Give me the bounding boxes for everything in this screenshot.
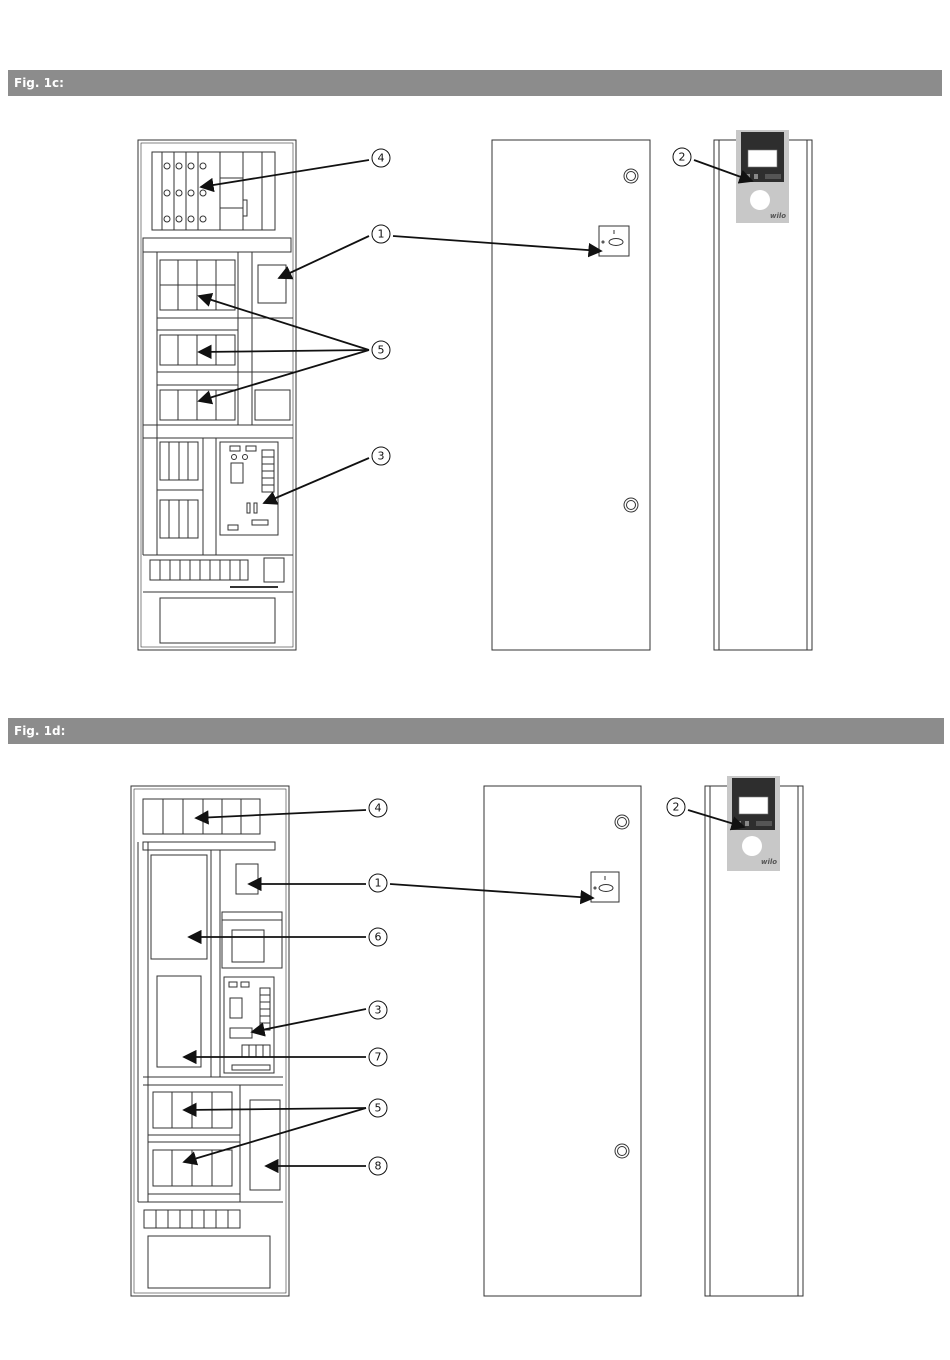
callout-2: [667, 798, 685, 816]
closed-cabinet-door: [484, 786, 641, 1296]
callout-3: [372, 447, 390, 465]
control-panel-icon: [736, 130, 789, 223]
callout-label: 1: [374, 876, 382, 890]
closed-cabinet-door: [492, 140, 650, 650]
callout-1: [369, 874, 387, 892]
callout-label: 3: [377, 449, 385, 463]
callout-label: 5: [377, 343, 385, 357]
figure-title-1c: Fig. 1c:: [8, 70, 942, 96]
callout-7: [369, 1048, 387, 1066]
callout-label: 3: [374, 1003, 382, 1017]
callout-5: [372, 341, 390, 359]
brand-label: wilo: [770, 212, 787, 220]
callout-3: [369, 1001, 387, 1019]
callout-label: 1: [377, 227, 385, 241]
callout-label: 4: [374, 801, 382, 815]
cabinet-diagram-1c: [0, 120, 950, 660]
callout-label: 5: [374, 1101, 382, 1115]
leader-lines: [199, 160, 752, 503]
cabinet-diagram-1d: [0, 770, 950, 1310]
brand-label: wilo: [761, 858, 778, 866]
main-switch-icon: [591, 872, 619, 902]
callout-1: [372, 225, 390, 243]
callout-label: 8: [374, 1159, 382, 1173]
callout-5: [369, 1099, 387, 1117]
open-cabinet: [131, 786, 289, 1296]
callout-label: 4: [377, 151, 385, 165]
callout-4: [372, 149, 390, 167]
callout-8: [369, 1157, 387, 1175]
callout-label: 6: [374, 930, 382, 944]
callout-6: [369, 928, 387, 946]
callout-label: 7: [374, 1050, 382, 1064]
figure-title-1d: Fig. 1d:: [8, 718, 944, 744]
callout-label: 2: [672, 800, 680, 814]
callout-4: [369, 799, 387, 817]
main-switch-icon: [599, 226, 629, 256]
callout-2: [673, 148, 691, 166]
callout-label: 2: [678, 150, 686, 164]
